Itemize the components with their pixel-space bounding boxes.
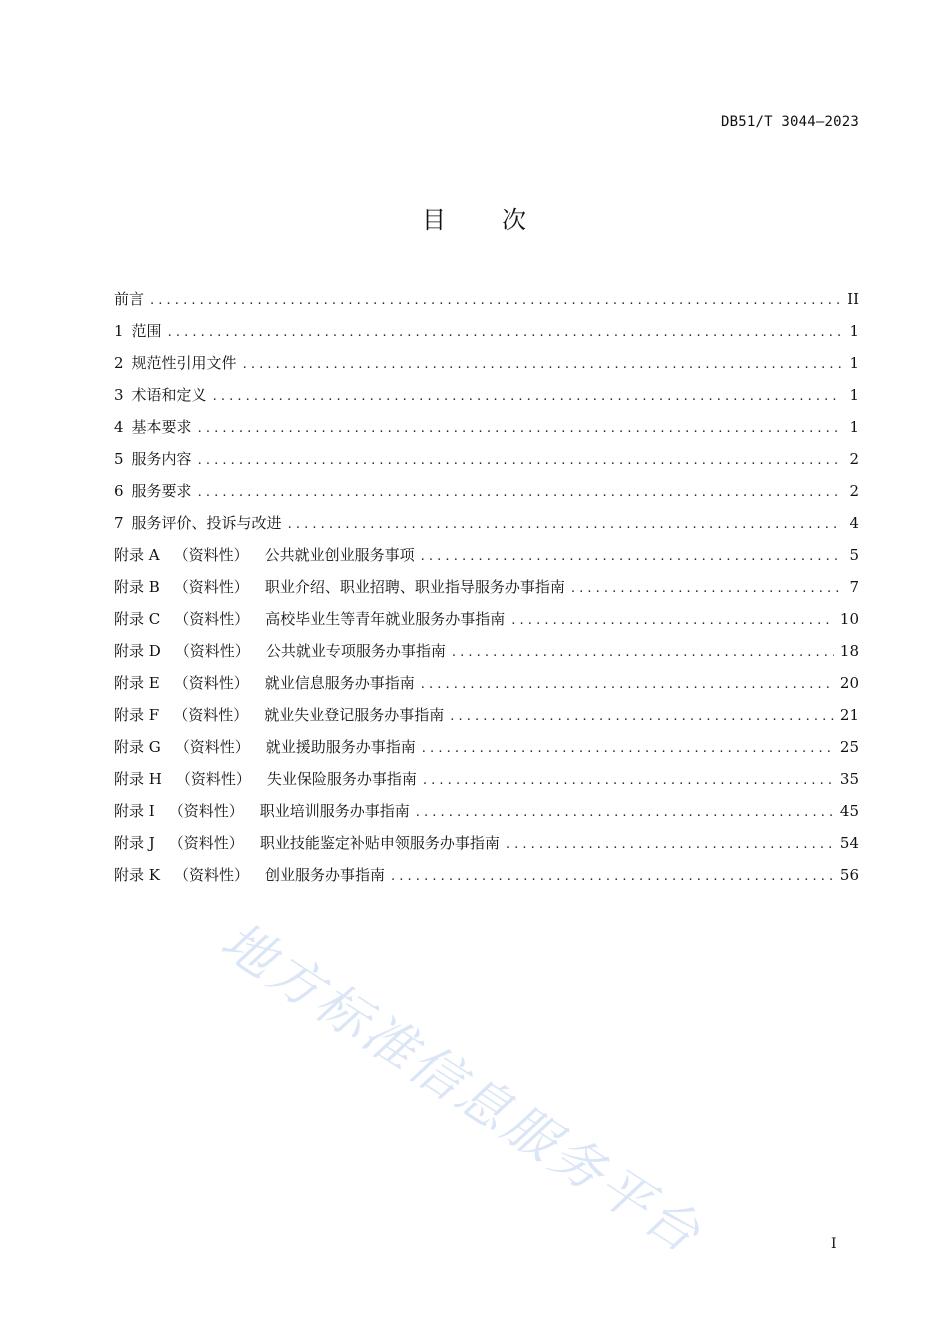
appendix-label: 附录 E — [114, 674, 160, 692]
toc-entry-label: 术语和定义 — [131, 386, 207, 404]
toc-entry-label: 基本要求 — [131, 418, 192, 436]
appendix-type: （资料性） — [173, 674, 249, 692]
toc-leader-dots — [421, 673, 834, 697]
toc-leader-dots — [198, 417, 841, 441]
toc-entry-page: 4 — [849, 514, 859, 532]
toc-entry-page: 1 — [849, 354, 859, 372]
appendix-title: 就业信息服务办事指南 — [264, 674, 415, 692]
toc-entry-page: 35 — [839, 770, 859, 788]
standard-code: DB51/T 3044—2023 — [720, 114, 859, 130]
appendix-type: （资料性） — [175, 770, 251, 788]
toc-entry-label: 范围 — [131, 322, 162, 340]
toc-entry-page: 2 — [849, 482, 859, 500]
toc-entry-page: 1 — [849, 386, 859, 404]
appendix-type: （资料性） — [168, 802, 244, 820]
toc-leader-dots — [198, 481, 841, 505]
toc-entry-page: 1 — [849, 418, 859, 436]
toc-entry-label: 服务内容 — [131, 450, 192, 468]
appendix-label: 附录 A — [114, 546, 160, 564]
appendix-type: （资料性） — [174, 738, 250, 756]
appendix-label: 附录 D — [114, 642, 161, 660]
appendix-label: 附录 K — [114, 866, 160, 884]
appendix-label: 附录 C — [114, 610, 161, 628]
toc-entry-page: 56 — [839, 866, 859, 884]
toc-appendix-f[interactable] — [114, 703, 859, 735]
appendix-title: 就业援助服务办事指南 — [265, 738, 416, 756]
toc-entry-page: 54 — [839, 834, 859, 852]
toc-leader-dots — [168, 321, 841, 345]
toc-appendix-h[interactable] — [114, 767, 859, 799]
toc-entry-number: 2 — [114, 354, 124, 372]
appendix-label: 附录 F — [114, 706, 160, 724]
toc-entry-2[interactable] — [114, 351, 859, 383]
toc-leader-dots — [511, 609, 834, 633]
toc-leader-dots — [423, 769, 834, 793]
toc-entry-label: 规范性引用文件 — [131, 354, 237, 372]
toc-entry-6[interactable] — [114, 479, 859, 511]
appendix-title: 创业服务办事指南 — [265, 866, 386, 884]
toc-entry-label: 服务评价、投诉与改进 — [131, 514, 282, 532]
toc-entry-3[interactable] — [114, 383, 859, 415]
appendix-label: 附录 I — [114, 802, 155, 820]
toc-entry-number: 6 — [114, 482, 124, 500]
toc-entry-page: II — [847, 290, 859, 308]
appendix-label: 附录 B — [114, 578, 160, 596]
toc-leader-dots — [416, 801, 834, 825]
page-number: I — [831, 1236, 837, 1252]
appendix-title: 职业介绍、职业招聘、职业指导服务办事指南 — [264, 578, 565, 596]
title-char-2: 次 — [502, 206, 528, 234]
appendix-type: （资料性） — [174, 610, 250, 628]
toc-leader-dots — [421, 545, 841, 569]
toc-appendix-d[interactable] — [114, 639, 859, 671]
toc-appendix-b[interactable] — [114, 575, 859, 607]
appendix-label: 附录 J — [114, 834, 155, 852]
toc-entry-page: 10 — [839, 610, 859, 628]
toc-entry-page: 7 — [849, 578, 859, 596]
toc-entry-5[interactable] — [114, 447, 859, 479]
toc-entry-7[interactable] — [114, 511, 859, 543]
toc-appendix-a[interactable] — [114, 543, 859, 575]
toc-entry-number: 4 — [114, 418, 124, 436]
toc-entry-page: 20 — [839, 674, 859, 692]
toc-entry-1[interactable] — [114, 319, 859, 351]
appendix-type: （资料性） — [173, 546, 249, 564]
toc-entry-number: 5 — [114, 450, 124, 468]
toc-appendix-i[interactable] — [114, 799, 859, 831]
appendix-label: 附录 H — [114, 770, 162, 788]
toc-leader-dots — [450, 705, 834, 729]
appendix-title: 公共就业创业服务事项 — [264, 546, 415, 564]
toc-leader-dots — [391, 865, 834, 889]
toc-appendix-j[interactable] — [114, 831, 859, 863]
toc-leader-dots — [198, 449, 841, 473]
toc-leader-dots — [452, 641, 834, 665]
toc-leader-dots — [288, 513, 841, 537]
appendix-type: （资料性） — [173, 866, 249, 884]
toc-entry-page: 2 — [849, 450, 859, 468]
toc-leader-dots — [422, 737, 834, 761]
title-char-1: 目 — [422, 206, 448, 234]
toc-entry-number: 3 — [114, 386, 124, 404]
appendix-title: 公共就业专项服务办事指南 — [265, 642, 446, 660]
toc-leader-dots — [506, 833, 834, 857]
toc-entry-page: 25 — [839, 738, 859, 756]
toc-leader-dots — [571, 577, 841, 601]
toc-appendix-k[interactable] — [114, 863, 859, 895]
appendix-type: （资料性） — [173, 706, 249, 724]
toc-entry-page: 18 — [839, 642, 859, 660]
watermark-text: 地方标准信息服务平台 — [210, 910, 713, 1267]
appendix-type: （资料性） — [173, 578, 249, 596]
toc-leader-dots — [243, 353, 841, 377]
toc-entry-page: 1 — [849, 322, 859, 340]
toc-entry-page: 5 — [849, 546, 859, 564]
table-of-contents — [114, 287, 859, 895]
appendix-title: 职业培训服务办事指南 — [259, 802, 410, 820]
page-title — [0, 200, 950, 235]
toc-entry-4[interactable] — [114, 415, 859, 447]
appendix-title: 失业保险服务办事指南 — [266, 770, 417, 788]
toc-appendix-g[interactable] — [114, 735, 859, 767]
appendix-title: 职业技能鉴定补贴申领服务办事指南 — [259, 834, 500, 852]
toc-entry-foreword[interactable] — [114, 287, 859, 319]
appendix-label: 附录 G — [114, 738, 161, 756]
toc-entry-page: 45 — [839, 802, 859, 820]
appendix-title: 就业失业登记服务办事指南 — [264, 706, 445, 724]
toc-entry-number: 7 — [114, 514, 124, 532]
appendix-type: （资料性） — [168, 834, 244, 852]
toc-entry-label: 前言 — [114, 290, 145, 308]
appendix-title: 高校毕业生等青年就业服务办事指南 — [265, 610, 506, 628]
toc-leader-dots — [213, 385, 841, 409]
toc-appendix-c[interactable] — [114, 607, 859, 639]
toc-appendix-e[interactable] — [114, 671, 859, 703]
toc-entry-number: 1 — [114, 322, 124, 340]
toc-leader-dots — [150, 289, 841, 313]
appendix-type: （资料性） — [174, 642, 250, 660]
toc-entry-page: 21 — [839, 706, 859, 724]
toc-entry-label: 服务要求 — [131, 482, 192, 500]
